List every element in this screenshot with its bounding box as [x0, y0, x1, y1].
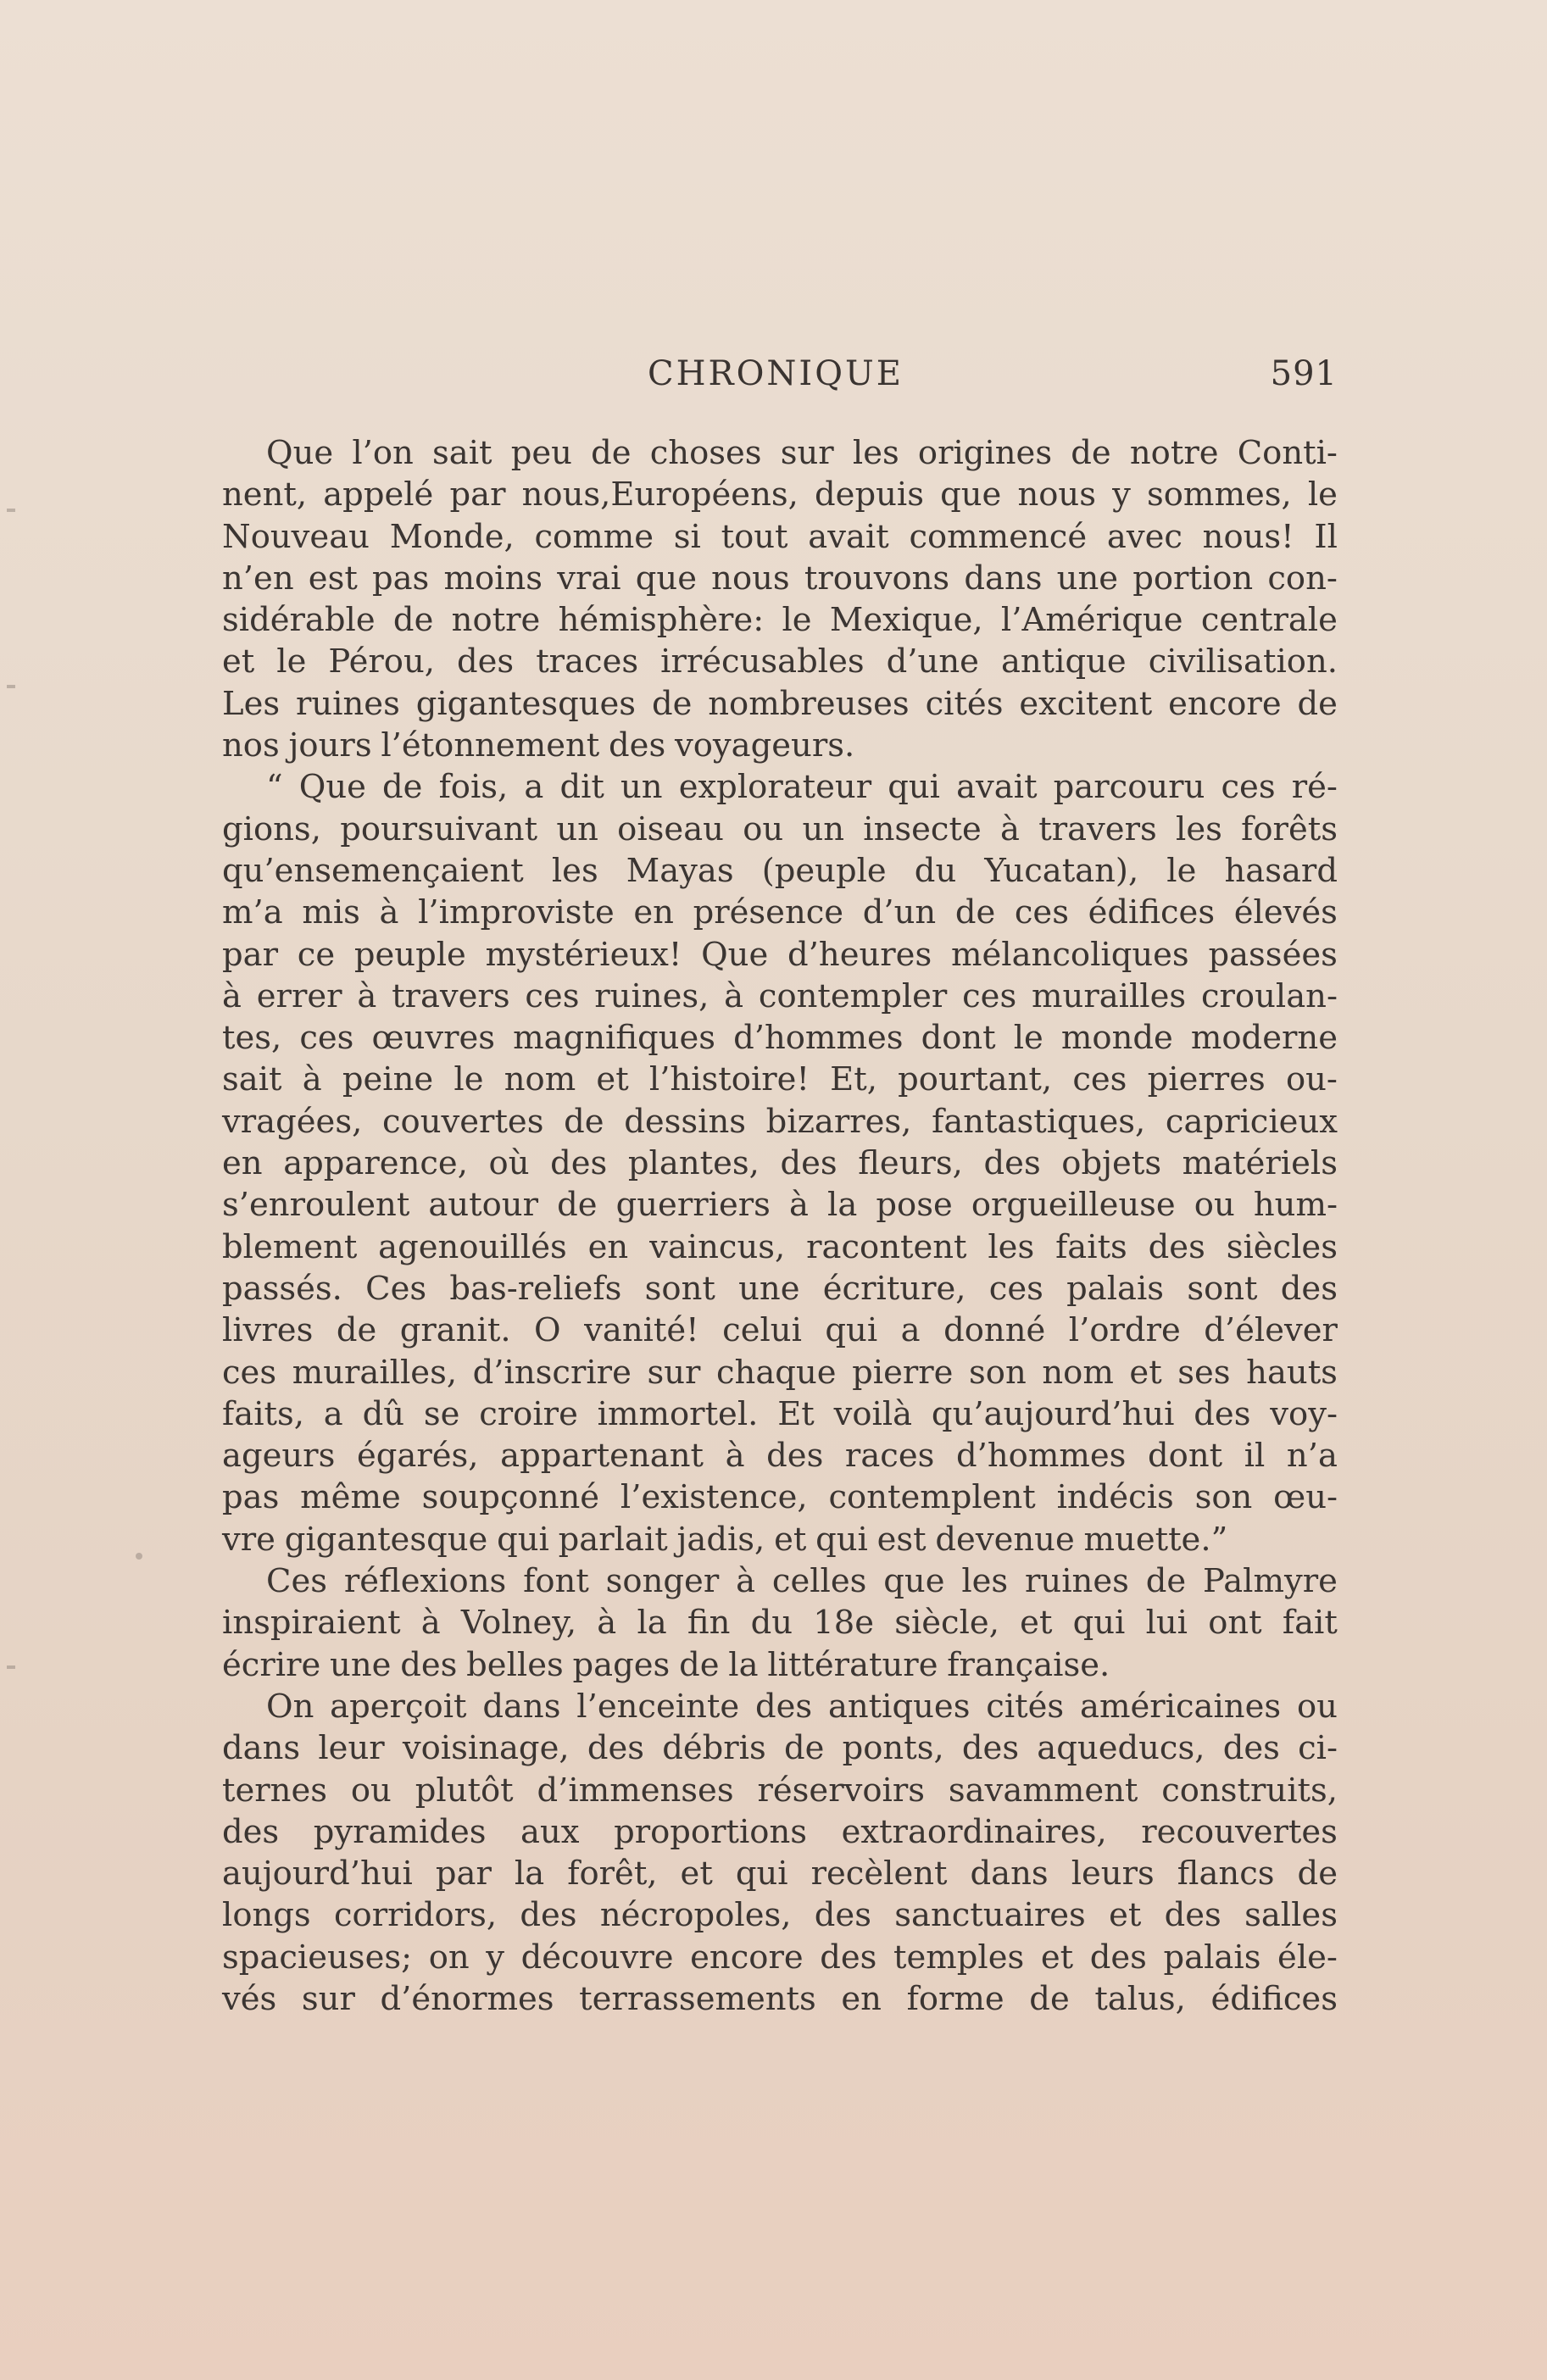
text-line: spacieuses; on y découvre encore des temples et des palais éle-	[222, 1938, 1338, 1977]
text-line: s’enroulent autour de guerriers à la pose orgueilleuse ou hum-	[222, 1186, 1338, 1225]
running-head	[222, 348, 1338, 398]
margin-speck	[7, 1665, 15, 1669]
text-line: ageurs égarés, appartenant à des races d’hommes dont il n’a	[222, 1437, 1338, 1476]
text-line: longs corridors, des nécropoles, des sanctuaires et des salles	[222, 1896, 1338, 1935]
text-line: vés sur d’énormes terrassements en forme de talus, édifices	[222, 1979, 1338, 2018]
page-number: 591	[1270, 354, 1338, 393]
text-line: et le Pérou, des traces irrécusables d’une antique civilisation.	[222, 642, 1338, 681]
text-line: m’a mis à l’improviste en présence d’un de ces édifices élevés	[222, 893, 1338, 932]
text-line: ces murailles, d’inscrire sur chaque pierre son nom et ses hauts	[222, 1353, 1338, 1392]
text-line: vre gigantesque qui parlait jadis, et qui est devenue muette.”	[222, 1520, 1228, 1559]
running-title: CHRONIQUE	[648, 354, 904, 393]
body-text	[222, 432, 1338, 2020]
text-line: blement agenouillés en vaincus, racontent les faits des siècles	[222, 1227, 1338, 1266]
text-line: qu’ensemençaient les Mayas (peuple du Yucatan), le hasard	[222, 851, 1338, 890]
text-line: écrire une des belles pages de la littérature française.	[222, 1645, 1110, 1684]
text-line: Les ruines gigantesques de nombreuses cités excitent encore de	[222, 684, 1338, 723]
text-line: tes, ces œuvres magnifiques d’hommes dont le monde moderne	[222, 1019, 1338, 1058]
text-line: “ Que de fois, a dit un explorateur qui avait parcouru ces ré-	[266, 768, 1338, 807]
text-line: nent, appelé par nous,Européens, depuis que nous y sommes, le	[222, 475, 1338, 514]
text-line: dans leur voisinage, des débris de ponts, des aqueducs, des ci-	[222, 1729, 1338, 1768]
text-line: inspiraient à Volney, à la fin du 18e siècle, et qui lui ont fait	[222, 1604, 1338, 1643]
text-line: Que l’on sait peu de choses sur les origines de notre Conti-	[266, 434, 1338, 472]
text-line: Ces réflexions font songer à celles que les ruines de Palmyre	[266, 1562, 1338, 1601]
text-line: sait à peine le nom et l’histoire! Et, pourtant, ces pierres ou-	[222, 1060, 1338, 1099]
text-line: ternes ou plutôt d’immenses réservoirs savamment construits,	[222, 1771, 1338, 1810]
text-line: On aperçoit dans l’enceinte des antiques cités américaines ou	[266, 1687, 1338, 1726]
text-line: aujourd’hui par la forêt, et qui recèlent dans leurs flancs de	[222, 1855, 1338, 1893]
margin-speck	[7, 509, 15, 512]
text-line: nos jours l’étonnement des voyageurs.	[222, 726, 855, 765]
text-line: vragées, couvertes de dessins bizarres, fantastiques, capricieux	[222, 1102, 1338, 1141]
text-line: Nouveau Monde, comme si tout avait commencé avec nous! Il	[222, 517, 1338, 556]
text-line: par ce peuple mystérieux! Que d’heures mélancoliques passées	[222, 935, 1338, 974]
margin-speck	[7, 685, 15, 688]
text-line: passés. Ces bas-reliefs sont une écriture, ces palais sont des	[222, 1269, 1338, 1308]
text-line: sidérable de notre hémisphère: le Mexique, l’Amérique centrale	[222, 601, 1338, 640]
text-line: n’en est pas moins vrai que nous trouvons dans une portion con-	[222, 559, 1338, 598]
text-line: gions, poursuivant un oiseau ou un insecte à travers les forêts	[222, 809, 1338, 848]
text-line: faits, a dû se croire immortel. Et voilà qu’aujourd’hui des voy-	[222, 1394, 1338, 1433]
text-line: à errer à travers ces ruines, à contempler ces murailles croulan-	[222, 976, 1338, 1015]
margin-speck	[136, 1553, 142, 1560]
text-line: pas même soupçonné l’existence, contemplent indécis son œu-	[222, 1478, 1338, 1517]
text-line: des pyramides aux proportions extraordinaires, recouvertes	[222, 1812, 1338, 1851]
text-line: livres de granit. O vanité! celui qui a donné l’ordre d’élever	[222, 1311, 1338, 1350]
text-line: en apparence, où des plantes, des fleurs, des objets matériels	[222, 1144, 1338, 1183]
